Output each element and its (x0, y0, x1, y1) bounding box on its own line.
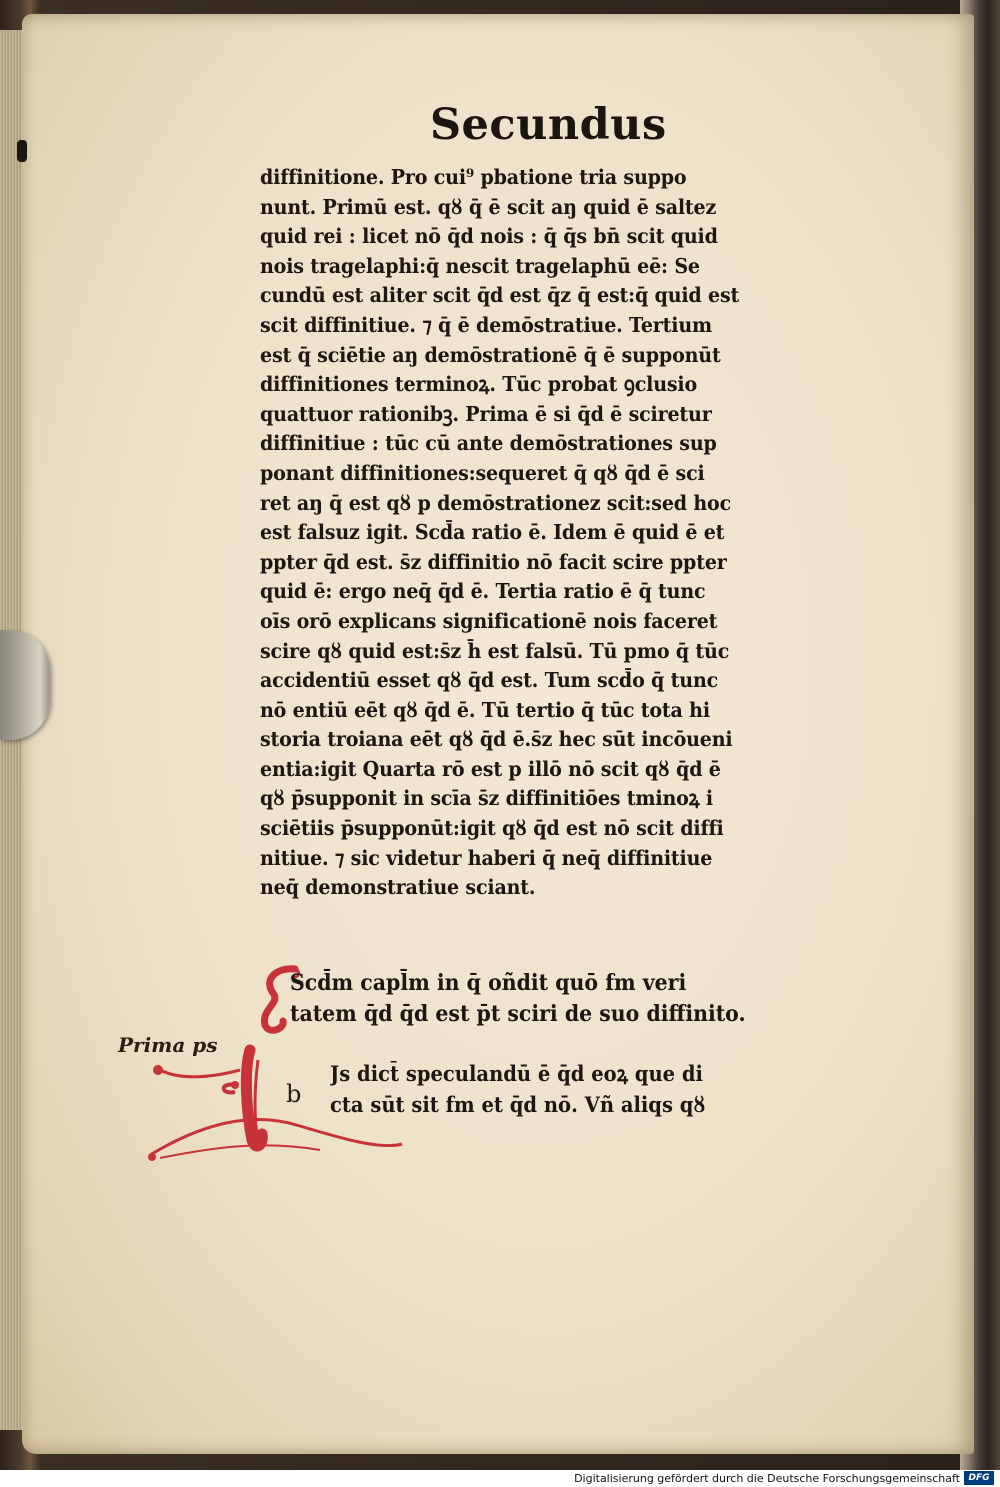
text-line: nois tragelaphi:q̄ nescit tragelaphū eē: Se (260, 253, 700, 278)
text-line: accidentiū esset qȣ q̄d est. Tum scd̄o q̄ tunc (260, 668, 719, 693)
text-line: diffinitione. Pro cui⁹ pbatione tria suppo (260, 165, 687, 189)
text-line: est falsuz igit. Scd̄a ratio ē. Idem ē quid ē et (260, 520, 725, 545)
text-line: diffinitiones terminoꝝ. Tūc probat ꝯclusio (260, 372, 698, 397)
text-line: scit diffinitiue. ⁊ q̄ ē demōstratiue. Tertium (260, 312, 713, 337)
text-line: ret aŋ q̄ est qȣ p demōstrationez scit:sed hoc (260, 490, 732, 515)
text-line: nitiue. ⁊ sic videtur haberi q̄ neq̄ diffinitiue (260, 845, 713, 870)
text-line: quid rei : licet nō q̄d nois : q̄ q̄s bn̄ scit quid (260, 224, 718, 249)
text-line: entia:igit Quarta rō est p illō nō scit qȣ q̄d ē (260, 756, 721, 781)
text-line: nunt. Primū est. qȣ q̄ ē scit aŋ quid ē saltez (260, 194, 717, 219)
text-line: qȣ p̄supponit in scīa s̄z diffinitiōes tminoꝝ i (260, 786, 713, 811)
text-line: est q̄ sciētie aŋ demōstrationē q̄ ē supponūt (260, 342, 721, 367)
text-line: diffinitiue : tūc cū ante demōstrationes sup (260, 431, 717, 456)
text-line: ppter q̄d est. s̄z diffinitio nō facit scire ppter (260, 549, 727, 574)
text-line: oīs orō explicans significationē nois faceret (260, 608, 718, 633)
text-line: cundū est aliter scit q̄d est q̄z q̄ est:q̄ quid est (260, 283, 740, 308)
heading-line: Scd̄m capl̄m in q̄ oñdit quō fm veri (290, 970, 687, 996)
running-head: Secundus (430, 100, 667, 150)
text-line: Js dict̄ speculandū ē q̄d eoꝝ que di (330, 1061, 703, 1086)
heading-line: tatem q̄d q̄d est p̄t sciri de suo diffinito. (290, 1001, 746, 1027)
guide-letter: b (286, 1080, 302, 1108)
text-line: nō entiū eēt qȣ q̄d ē. Tū tertio q̄ tūc tota hi (260, 697, 710, 722)
ink-mark (17, 140, 27, 162)
footer-credit: Digitalisierung gefördert durch die Deutsche Forschungsgemeinschaft (574, 1472, 960, 1485)
chapter-heading (290, 968, 850, 1030)
text-line: ponant diffinitiones:sequeret q̄ qȣ q̄d ē sci (260, 460, 705, 485)
text-line: quid ē: ergo neq̄ q̄d ē. Tertia ratio ē q̄ tunc (260, 579, 706, 604)
pars-text (330, 1058, 830, 1120)
text-line: storia troiana eēt qȣ q̄d ē.s̄z hec sūt incōueni (260, 727, 733, 752)
text-line: sciētiis p̄supponūt:igit qȣ q̄d est nō scit diffi (260, 816, 724, 841)
margin-note: Prima ps (118, 1033, 218, 1057)
text-line: neq̄ demonstratiue sciant. (260, 875, 536, 900)
dfg-logo: DFG (964, 1471, 994, 1485)
text-line: cta sūt sit fm et q̄d nō. Vñ aliqs qȣ (330, 1092, 706, 1117)
text-line: scire qȣ quid est:s̄z h̄ est falsū. Tū pmo q̄ tūc (260, 638, 730, 663)
body-text (260, 163, 840, 903)
text-line: quattuor rationibꝫ. Prima ē si q̄d ē sciretur (260, 401, 712, 426)
